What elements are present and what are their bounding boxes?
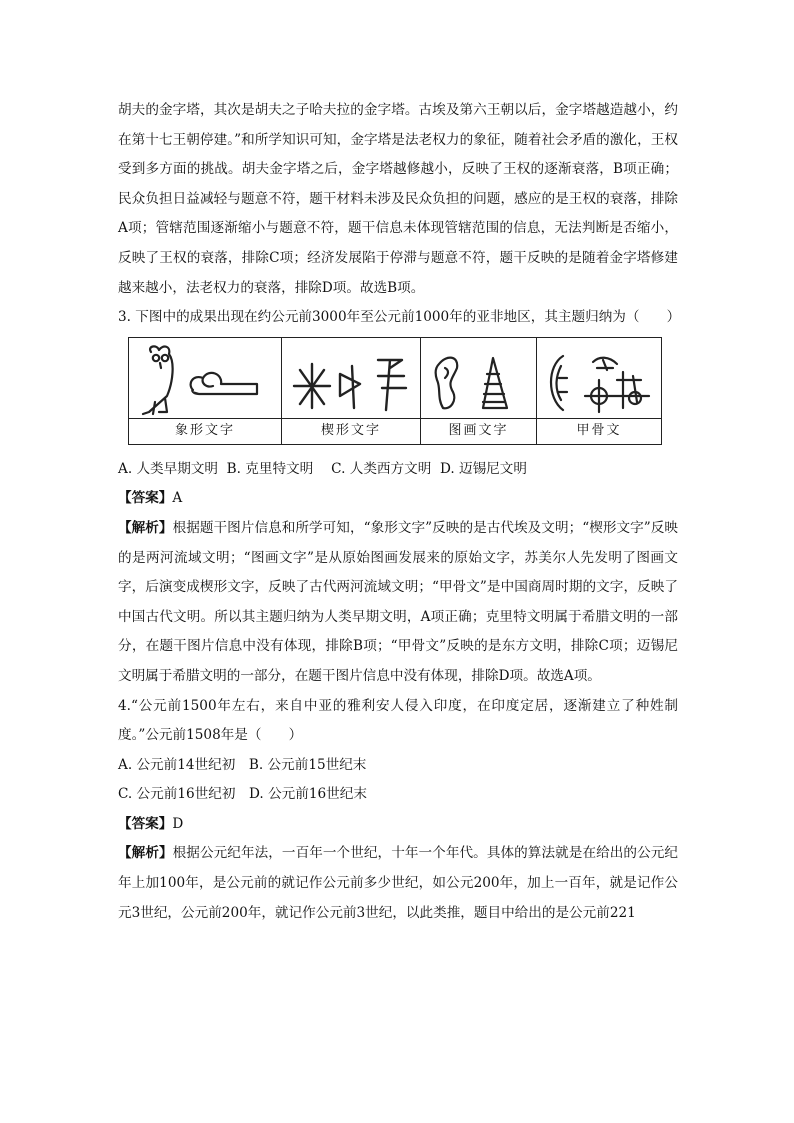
oracle-bone-glyphs-icon <box>537 338 661 420</box>
q3-options: A. 人类早期文明 B. 克里特文明 C. 人类西方文明 D. 迈锡尼文明 <box>118 460 527 477</box>
caption-hieroglyph: 象形文字 <box>129 418 281 444</box>
figure-cell-hieroglyph <box>129 338 282 444</box>
q4-options-row-2: C. 公元前16世纪初 D. 公元前16世纪末 <box>118 786 367 803</box>
caption-oracle-bone: 甲骨文 <box>537 418 661 444</box>
q3-answer: A <box>172 490 183 507</box>
figure-cell-oracle-bone <box>537 338 661 444</box>
q3-answer-line <box>118 484 678 514</box>
q4-answer: D <box>172 815 184 832</box>
caption-pictograph: 图画文字 <box>421 418 536 444</box>
q3-analysis <box>118 514 678 692</box>
answer-label: 【答案】 <box>118 490 173 507</box>
answer-label: 【答案】 <box>118 815 173 832</box>
q4-analysis <box>118 839 678 928</box>
q4-stem: 4.“公元前1500年左右，来自中亚的雅利安人侵入印度，在印度定居，逐渐建立了种姓制度。”公元前1508年是（ ） <box>118 697 678 744</box>
pictograph-glyphs-icon <box>421 338 537 420</box>
analysis-label: 【解析】 <box>118 519 173 536</box>
q4-answer-line <box>118 810 678 840</box>
figure-cell-cuneiform <box>282 338 421 444</box>
document-page <box>118 96 681 928</box>
caption-cuneiform: 楔形文字 <box>282 418 420 444</box>
q3-analysis-text: 根据题干图片信息和所学可知，“象形文字”反映的是古代埃及文明；“楔形文字”反映的是两河流域文明；“图画文字”是从原始图画发展来的原始文字，苏美尔人先发明了图画文字，后演变成楔形文字，反映了古代两河流域文明；“甲骨文”是中国商周时期的文字，反映了中国古代文明。所以其主题归纳为人类早期文明，A项正确；克里特文明属于希腊文明的一部分，在题干图片信息中没有体现，排除B项；“甲骨文”反映的是东方文明，排除C项；迈锡尼文明属于希腊文明的一部分，在题干图片信息中没有体现，排除D项。故选A项。 <box>118 519 679 684</box>
q4-analysis-text: 根据公元纪年法，一百年一个世纪，十年一个年代。具体的算法就是在给出的公元纪年上加100年，是公元前的就记作公元前多少世纪，如公元200年，加上一百年，就是记作公元3世纪，公元前200年，就记作公元前3世纪，以此类推，题目中给出的是公元前221 <box>118 845 678 921</box>
q2-analysis-continued: 胡夫的金字塔，其次是胡夫之子哈夫拉的金字塔。古埃及第六王朝以后，金字塔越造越小，约在第十七王朝停建。”和所学知识可知，金字塔是法老权力的象征，随着社会矛盾的激化，王权受到多方面的挑战。胡夫金字塔之后，金字塔越修越小，反映了王权的逐渐衰落，B项正确；民众负担日益减轻与题意不符，题干材料未涉及民众负担的问题，感应的是王权的衰落，排除A项；管辖范围逐渐缩小与题意不符，题干信息未体现管辖范围的信息，无法判断是否缩小，反映了王权的衰落，排除C项；经济发展陷于停滞与题意不符，题干反映的是随着金字塔修建越来越小，法老权力的衰落，排除D项。故选B项。 <box>118 102 678 296</box>
q4-options-row-1: A. 公元前14世纪初 B. 公元前15世纪末 <box>118 756 367 773</box>
q3-stem: 3. 下图中的成果出现在约公元前3000年至公元前1000年的亚非地区，其主题归纳为（ ） <box>118 309 681 326</box>
cuneiform-glyphs-icon <box>282 338 421 420</box>
writing-systems-figure <box>128 337 662 445</box>
analysis-label: 【解析】 <box>118 845 173 862</box>
hieroglyph-owl-icon <box>129 338 282 420</box>
figure-cell-pictograph <box>421 338 537 444</box>
